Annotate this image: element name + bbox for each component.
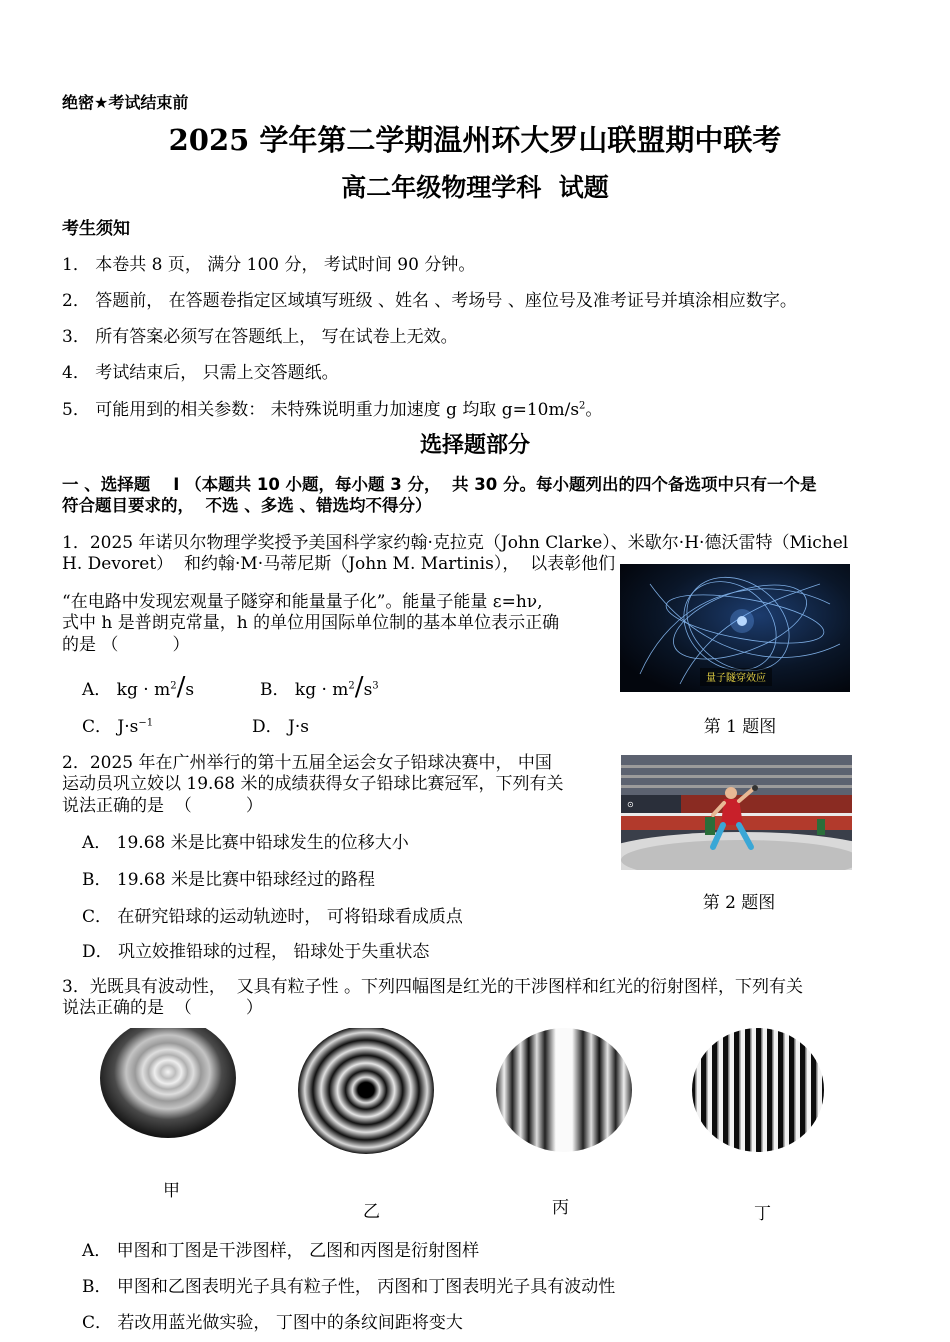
- q2-line-2: 运动员巩立姣以 19.68 米的成绩获得女子铅球比赛冠军，下列有关: [62, 774, 564, 794]
- figure-2-label: 第 2 题图: [702, 893, 776, 913]
- notice-heading: 考生须知: [62, 219, 130, 239]
- q1-option-c: C． $J\cdot s^{-1}$: [82, 717, 154, 737]
- q3-option-a: A． 甲图和丁图是干涉图样， 乙图和丙图是衍射图样: [82, 1241, 480, 1261]
- q2-option-b: B． 19.68 米是比赛中铅球经过的路程: [82, 870, 375, 890]
- q2-option-a: A． 19.68 米是比赛中铅球发生的位移大小: [82, 833, 409, 853]
- pattern-yi: [296, 1028, 436, 1156]
- notice-item-1: 1． 本卷共 8 页， 满分 100 分， 考试时间 90 分钟。: [62, 255, 476, 275]
- exam-subtitle: 高二年级物理学科 试题: [341, 173, 609, 202]
- q2-line-3: 说法正确的是 （ ）: [62, 796, 263, 816]
- q2-option-c: C． 在研究铅球的运动轨迹时， 可将铅球看成质点: [82, 907, 463, 927]
- q3-option-b: B． 甲图和乙图表明光子具有粒子性， 丙图和丁图表明光子具有波动性: [82, 1277, 616, 1297]
- q3-line-2: 说法正确的是 （ ）: [62, 998, 263, 1018]
- q1-option-d: D． J·s: [252, 717, 309, 737]
- q1-line-4: 式中 h 是普朗克常量，h 的单位用国际单位制的基本单位表示正确: [62, 613, 560, 633]
- q1-option-a: A． kg · $m^2/s$: [82, 672, 195, 702]
- label-yi: 乙: [363, 1202, 380, 1222]
- label-ding: 丁: [754, 1204, 771, 1224]
- q1-line-3: “在电路中发现宏观量子隧穿和能量量子化”。能量子能量 ε=hν,: [62, 592, 543, 612]
- q2-line-1: 2．2025 年在广州举行的第十五届全运会女子铅球决赛中， 中国: [62, 753, 552, 773]
- q3-line-1: 3．光既具有波动性， 又具有粒子性 。下列四幅图是红光的干涉图样和红光的衍射图样，下列有关: [62, 977, 804, 997]
- q1-line-5: 的是 （ ）: [62, 635, 190, 655]
- pattern-jia: [100, 1028, 237, 1140]
- q1-line-1: 1．2025 年诺贝尔物理学奖授予美国科学家约翰·克拉克（John Clarke）、米歇尔·H·德沃雷特（Michel: [62, 533, 849, 553]
- shot-put-photo: [621, 755, 852, 870]
- label-bing: 丙: [552, 1198, 569, 1218]
- q3-option-c: C． 若改用蓝光做实验， 丁图中的条纹间距将变大: [82, 1313, 463, 1333]
- pattern-ding: [690, 1028, 826, 1154]
- confidential-mark: 绝密★考试结束前: [62, 93, 189, 112]
- part-instruction-line-1: 一 、选择题 Ⅰ （本题共 10 小题，每小题 3 分， 共 30 分。每小题列出的四个备选项中只有一个是: [62, 475, 817, 494]
- svg-text:⊙: ⊙: [627, 800, 634, 809]
- q1-line-2: H. Devoret） 和约翰·M·马蒂尼斯（John M. Martinis）， 以表彰他们: [62, 554, 616, 574]
- exam-title: 2025 学年第二学期温州环大罗山联盟期中联考: [168, 123, 782, 157]
- notice-item-2: 2． 答题前， 在答题卷指定区域填写班级 、姓名 、考场号 、座位号及准考证号并填涂相应数字。: [62, 291, 797, 311]
- notice-item-5: 5． 可能用到的相关参数： 未特殊说明重力加速度 g 均取 $g=10m/s^2$。: [62, 400, 603, 420]
- quantum-tunneling-image: [620, 564, 850, 692]
- q1-option-b: B． kg · $m^2/s^3$: [260, 672, 379, 702]
- image-caption: 量子隧穿效应: [706, 673, 766, 684]
- notice-item-4: 4． 考试结束后， 只需上交答题纸。: [62, 363, 339, 383]
- pattern-bing: [494, 1028, 634, 1154]
- section-title: 选择题部分: [419, 433, 530, 458]
- label-jia: 甲: [163, 1181, 180, 1201]
- notice-item-3: 3． 所有答案必须写在答题纸上， 写在试卷上无效。: [62, 327, 458, 347]
- figure-1-label: 第 1 题图: [703, 717, 777, 737]
- part-instruction-line-2: 符合题目要求的， 不选 、多选 、错选均不得分）: [62, 496, 432, 515]
- q2-option-d: D． 巩立姣推铅球的过程， 铅球处于失重状态: [82, 942, 430, 962]
